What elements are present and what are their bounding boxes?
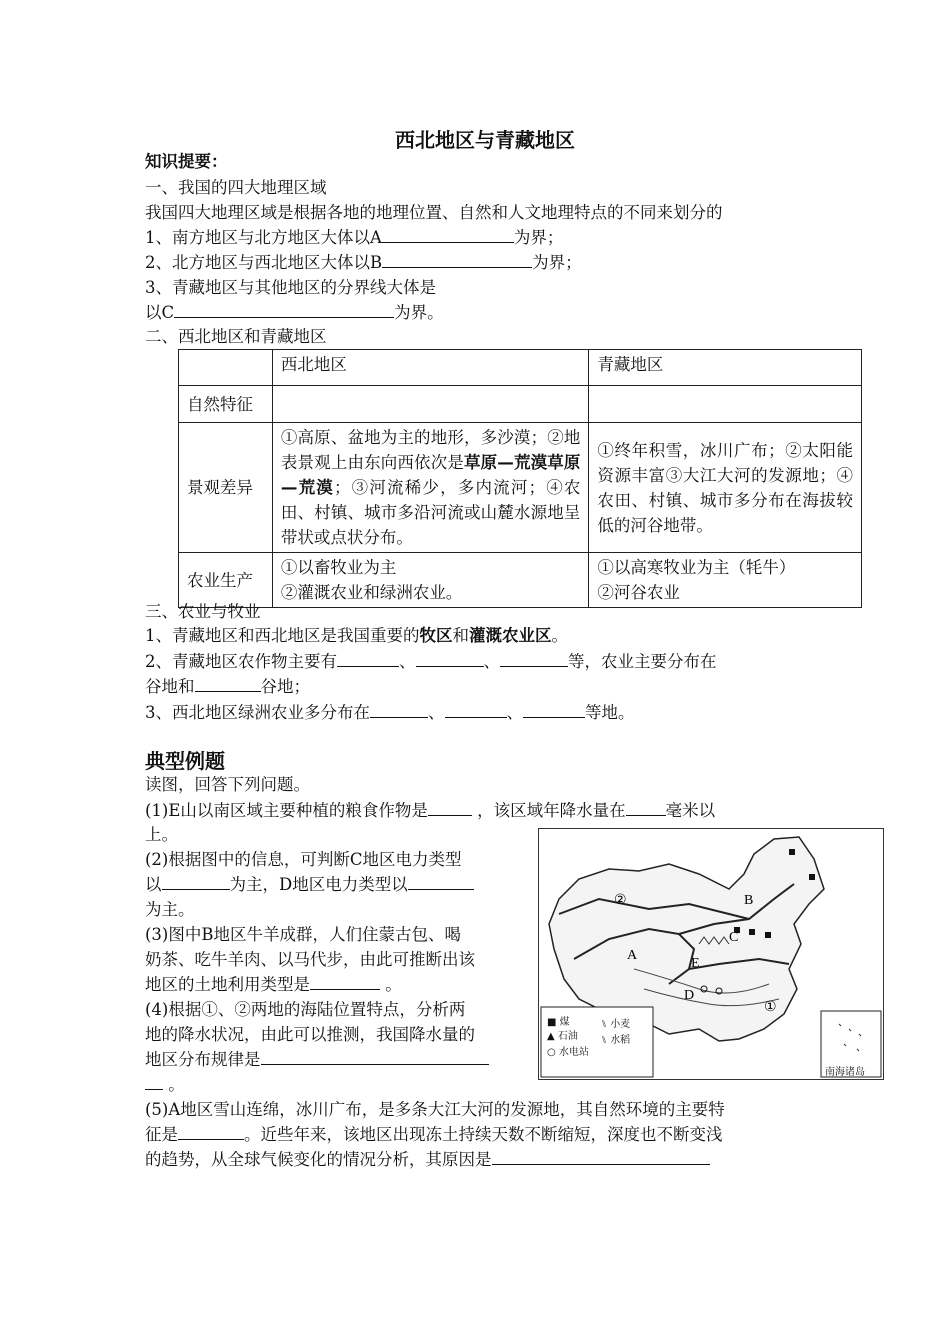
coal-marker: [765, 932, 771, 938]
example-q5-cont: 征是 。近些年来，该地区出现冻土持续天数不断缩短，深度也不断变浅: [145, 1125, 723, 1144]
china-map: [539, 829, 883, 1079]
section1-intro: 我国四大地理区域是根据各地的地理位置、自然和人文地理特点的不同来划分的: [145, 203, 723, 222]
answer-blank[interactable]: [492, 1148, 710, 1165]
section3-heading: 三、农业与牧业: [145, 602, 261, 621]
map-label-B: B: [744, 893, 754, 908]
answer-blank[interactable]: [445, 701, 507, 718]
nature-tibet-cell[interactable]: [589, 386, 862, 423]
row-agri-label: 农业生产: [179, 553, 273, 608]
answer-blank[interactable]: [162, 873, 230, 890]
section2-heading: 二、西北地区和青藏地区: [145, 327, 327, 346]
row-nature-label: 自然特征: [179, 386, 273, 423]
example-q3-end: 地区的土地利用类型是 。: [145, 975, 402, 994]
answer-blank[interactable]: [382, 251, 532, 268]
legend-rice: ⑊ 水稻: [601, 1035, 631, 1046]
answer-blank[interactable]: [174, 301, 394, 318]
answer-blank[interactable]: [408, 873, 474, 890]
example-q2-cont: 以 为主，D地区电力类型以: [145, 873, 474, 897]
coal-marker: [789, 849, 795, 855]
landscape-tibet: ①终年积雪，冰川广布；②太阳能资源丰富③大江大河的发源地；④农田、村镇、城市多分布在海拔较低的河谷地带。: [589, 423, 862, 553]
legend-hydro: ○ 水电站: [547, 1047, 589, 1058]
map-label-1: ①: [764, 999, 777, 1015]
map-label-C: C: [729, 930, 739, 945]
section3-line1: 1、青藏地区和西北地区是我国重要的牧区和灌溉农业区。: [145, 626, 568, 645]
example-q5: (5)A地区雪山连绵，冰川广布，是多条大江大河的发源地，其自然环境的主要特: [145, 1100, 725, 1119]
answer-blank[interactable]: [310, 973, 380, 990]
answer-blank[interactable]: [416, 650, 484, 667]
table-corner: [179, 350, 273, 386]
example-q1: (1)E山以南区域主要种植的粮食作物是 ，该区域年降水量在 毫米以: [145, 801, 716, 820]
section1-heading: 一、我国的四大地理区域: [145, 178, 327, 197]
coal-marker: [809, 874, 815, 880]
example-q4-cont: 地的降水状况，由此可以推测，我国降水量的: [145, 1025, 475, 1044]
map-label-E: E: [691, 956, 700, 971]
china-map-figure: [538, 828, 884, 1080]
example-q3-cont: 奶茶、吃牛羊肉、以马代步，由此可推断出该: [145, 950, 475, 969]
answer-blank[interactable]: [500, 650, 568, 667]
example-q1-cont: 上。: [145, 825, 178, 844]
inset-label: 南海诸岛: [825, 1067, 865, 1078]
legend-oil: ▲ 石油: [547, 1031, 578, 1042]
section3-line2: 2、青藏地区农作物主要有 、 、 等，农业主要分布在: [145, 652, 717, 671]
answer-blank[interactable]: [523, 701, 585, 718]
answer-blank[interactable]: [370, 701, 428, 718]
coal-marker: [749, 929, 755, 935]
answer-blank[interactable]: [382, 226, 514, 243]
section3-line2b: 谷地和 谷地；: [145, 677, 310, 696]
answer-blank[interactable]: [261, 1048, 489, 1065]
answer-blank[interactable]: [195, 675, 261, 692]
section3-line3: 3、西北地区绿洲农业多分布在 、 、 等地。: [145, 703, 635, 722]
header-northwest: 西北地区: [272, 350, 589, 386]
header-tibet: 青藏地区: [589, 350, 862, 386]
example-q4-end: 。: [145, 1073, 185, 1097]
section1-q3-line2: 以C 为界。: [145, 303, 444, 322]
row-landscape-label: 景观差异: [179, 423, 273, 553]
map-label-A: A: [627, 948, 638, 963]
map-label-2: ②: [614, 892, 627, 908]
page-title: 西北地区与青藏地区: [395, 128, 575, 152]
answer-blank[interactable]: [178, 1123, 244, 1140]
answer-blank[interactable]: [626, 799, 666, 816]
example-q4: (4)根据①、②两地的海陆位置特点，分析两: [145, 1000, 466, 1019]
example-q4-line3: 地区分布规律是: [145, 1048, 489, 1072]
map-label-D: D: [684, 988, 695, 1003]
comparison-table: [178, 349, 862, 608]
nature-northwest-cell[interactable]: [272, 386, 589, 423]
answer-blank[interactable]: [428, 799, 472, 816]
answer-blank[interactable]: [337, 650, 399, 667]
example-q2: (2)根据图中的信息，可判断C地区电力类型: [145, 850, 462, 869]
example-q2-end: 为主。: [145, 900, 195, 919]
example-q3: (3)图中B地区牛羊成群，人们住蒙古包、喝: [145, 925, 461, 944]
answer-blank[interactable]: [145, 1073, 163, 1090]
examples-intro: 读图，回答下列问题。: [145, 775, 310, 794]
examples-heading: 典型例题: [145, 749, 225, 773]
section1-q3-line1: 3、青藏地区与其他地区的分界线大体是: [145, 278, 436, 297]
section1-q1: 1、南方地区与北方地区大体以A 为界；: [145, 228, 564, 247]
legend-wheat: ⑊ 小麦: [601, 1019, 631, 1030]
landscape-northwest: ①高原、盆地为主的地形，多沙漠；②地表景观上由东向西依次是草原—荒漠草原—荒漠；③河流稀少，多内流河；④农田、村镇、城市多沿河流或山麓水源地呈带状或点状分布。: [272, 423, 589, 553]
agri-northwest: ①以畜牧业为主 ②灌溉农业和绿洲农业。: [272, 553, 589, 608]
knowledge-heading: 知识提要：: [145, 152, 228, 171]
example-q5-end: 的趋势，从全球气候变化的情况分析，其原因是: [145, 1148, 710, 1172]
agri-tibet: ①以高寒牧业为主（牦牛） ②河谷农业: [589, 553, 862, 608]
section1-q2: 2、北方地区与西北地区大体以B 为界；: [145, 253, 582, 272]
legend-coal: ■ 煤: [547, 1017, 570, 1028]
